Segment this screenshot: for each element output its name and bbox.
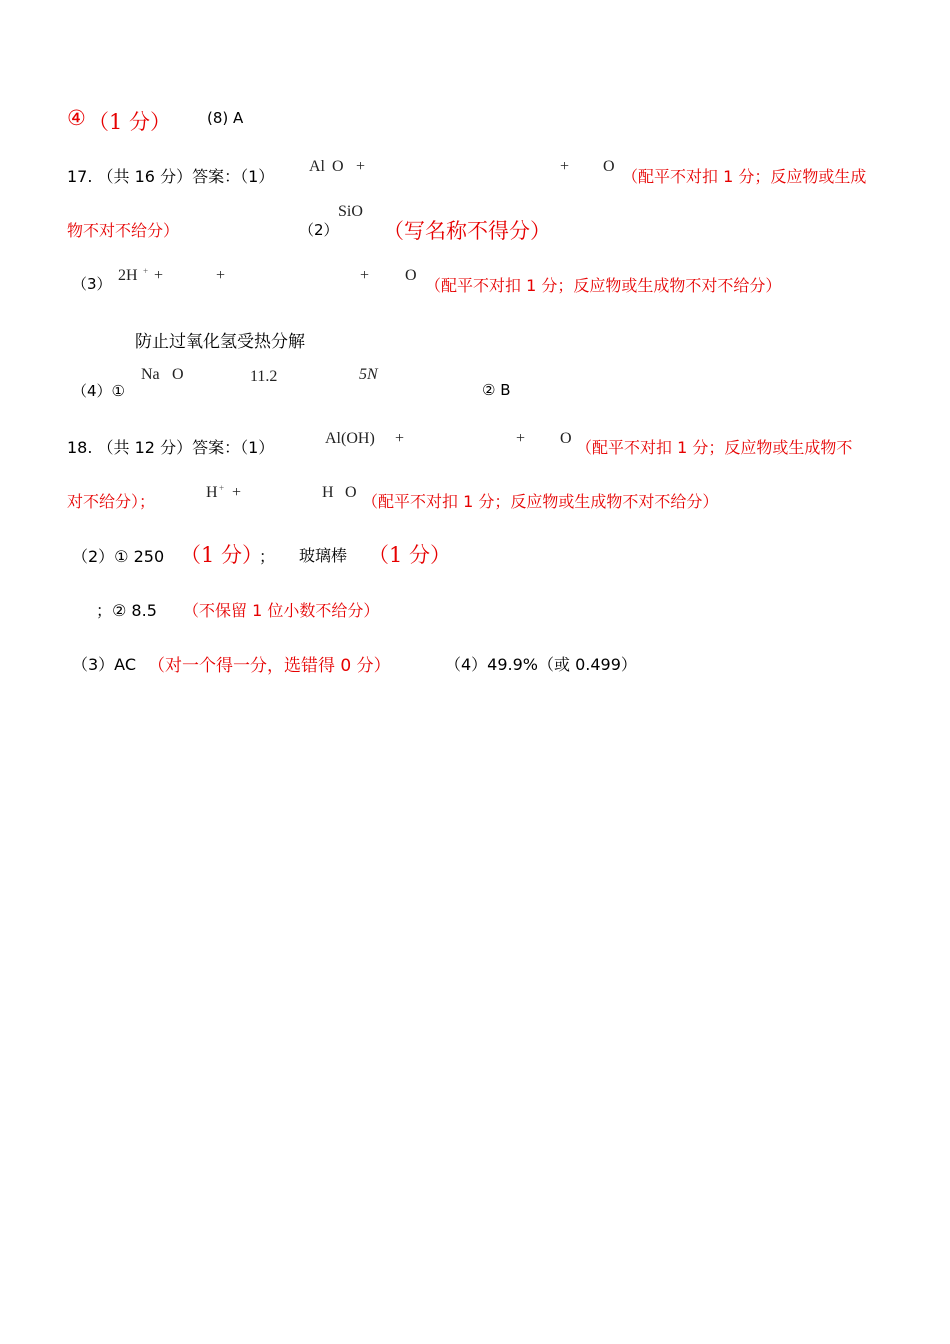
q18-eq2-h2: H (322, 484, 334, 501)
q17-p3-o: O (405, 267, 417, 284)
q18-p3-note: （对一个得一分，选错得 0 分） (148, 656, 391, 676)
q18-eq2-o: O (345, 484, 357, 501)
score-badge: （1 分） (88, 110, 172, 134)
q18-p4: （4）49.9%（或 0.499） (445, 655, 637, 674)
q18-eq1-o: O (560, 430, 572, 447)
q17-eq1-o2: O (603, 158, 615, 175)
q18-p2-label: （2）① 250 (72, 547, 165, 566)
q17-p3-sup: + (143, 266, 149, 276)
q17-p4-label: （4）① (72, 382, 125, 400)
q18-eq2-sup: + (219, 483, 225, 493)
q17-p3-plus2: + (216, 267, 226, 284)
q18-p2-sep: ； (259, 547, 276, 566)
q17-p3-2h: 2H (118, 267, 138, 284)
q17-p3-note: （配平不对扣 1 分；反应物或生成物不对不给分） (425, 276, 782, 295)
q18-eq2-h: H (206, 484, 218, 501)
q17-eq1-plus: + (356, 158, 366, 175)
q17-p3-label: （3） (72, 275, 112, 293)
q17-p2-label: （2） (299, 221, 339, 239)
q18-eq1-plus2: + (516, 430, 526, 447)
q18-p3-label: （3）AC (72, 655, 137, 674)
q17-note1a: （配平不对扣 1 分；反应物或生成 (622, 167, 867, 186)
q17-p4-formula: Na (141, 366, 160, 383)
q17-p3-answer: 防止过氧化氢受热分解 (135, 332, 305, 352)
q18-p2b-label: ；② 8.5 (96, 601, 157, 620)
q18-note2: （配平不对扣 1 分；反应物或生成物不对不给分） (362, 492, 719, 511)
q17-p4-second: ② B (482, 381, 511, 399)
q18-p2b-note: （不保留 1 位小数不给分） (183, 601, 380, 620)
q17-p3-plus3: + (360, 267, 370, 284)
q18-eq1: Al(OH) (325, 430, 375, 447)
q17-p3-plus: + (154, 267, 164, 284)
q17-p4-5n: 5N (359, 366, 378, 383)
q18-note1b: 对不给分）； (67, 492, 156, 511)
q17-p4-o: O (172, 366, 184, 383)
q18-heading: 18. （共 12 分）答案：（1） (67, 438, 275, 457)
q17-eq1-o: O (332, 158, 344, 175)
q17-p4-value: 11.2 (250, 368, 278, 385)
q17-heading: 17. （共 16 分）答案：（1） (67, 167, 275, 186)
q18-p2-answer: 玻璃棒 (299, 546, 348, 565)
q18-eq2-plus: + (232, 484, 242, 501)
q17-p2-note: （写名称不得分） (383, 219, 551, 243)
part-8-answer: (8) A (207, 109, 244, 127)
q18-eq1-plus: + (395, 430, 405, 447)
q17-note1b: 物不对不给分） (67, 221, 180, 240)
q18-note1a: （配平不对扣 1 分；反应物或生成物不 (576, 438, 853, 457)
circle-four: ④ (67, 106, 86, 130)
q17-eq1-plus2: + (560, 158, 570, 175)
q17-eq1-al: Al (309, 158, 325, 175)
q18-p2-score2: （1 分） (368, 543, 452, 567)
q17-p2-formula: SiO (338, 203, 363, 220)
q18-p2-score1: （1 分） (180, 543, 264, 567)
